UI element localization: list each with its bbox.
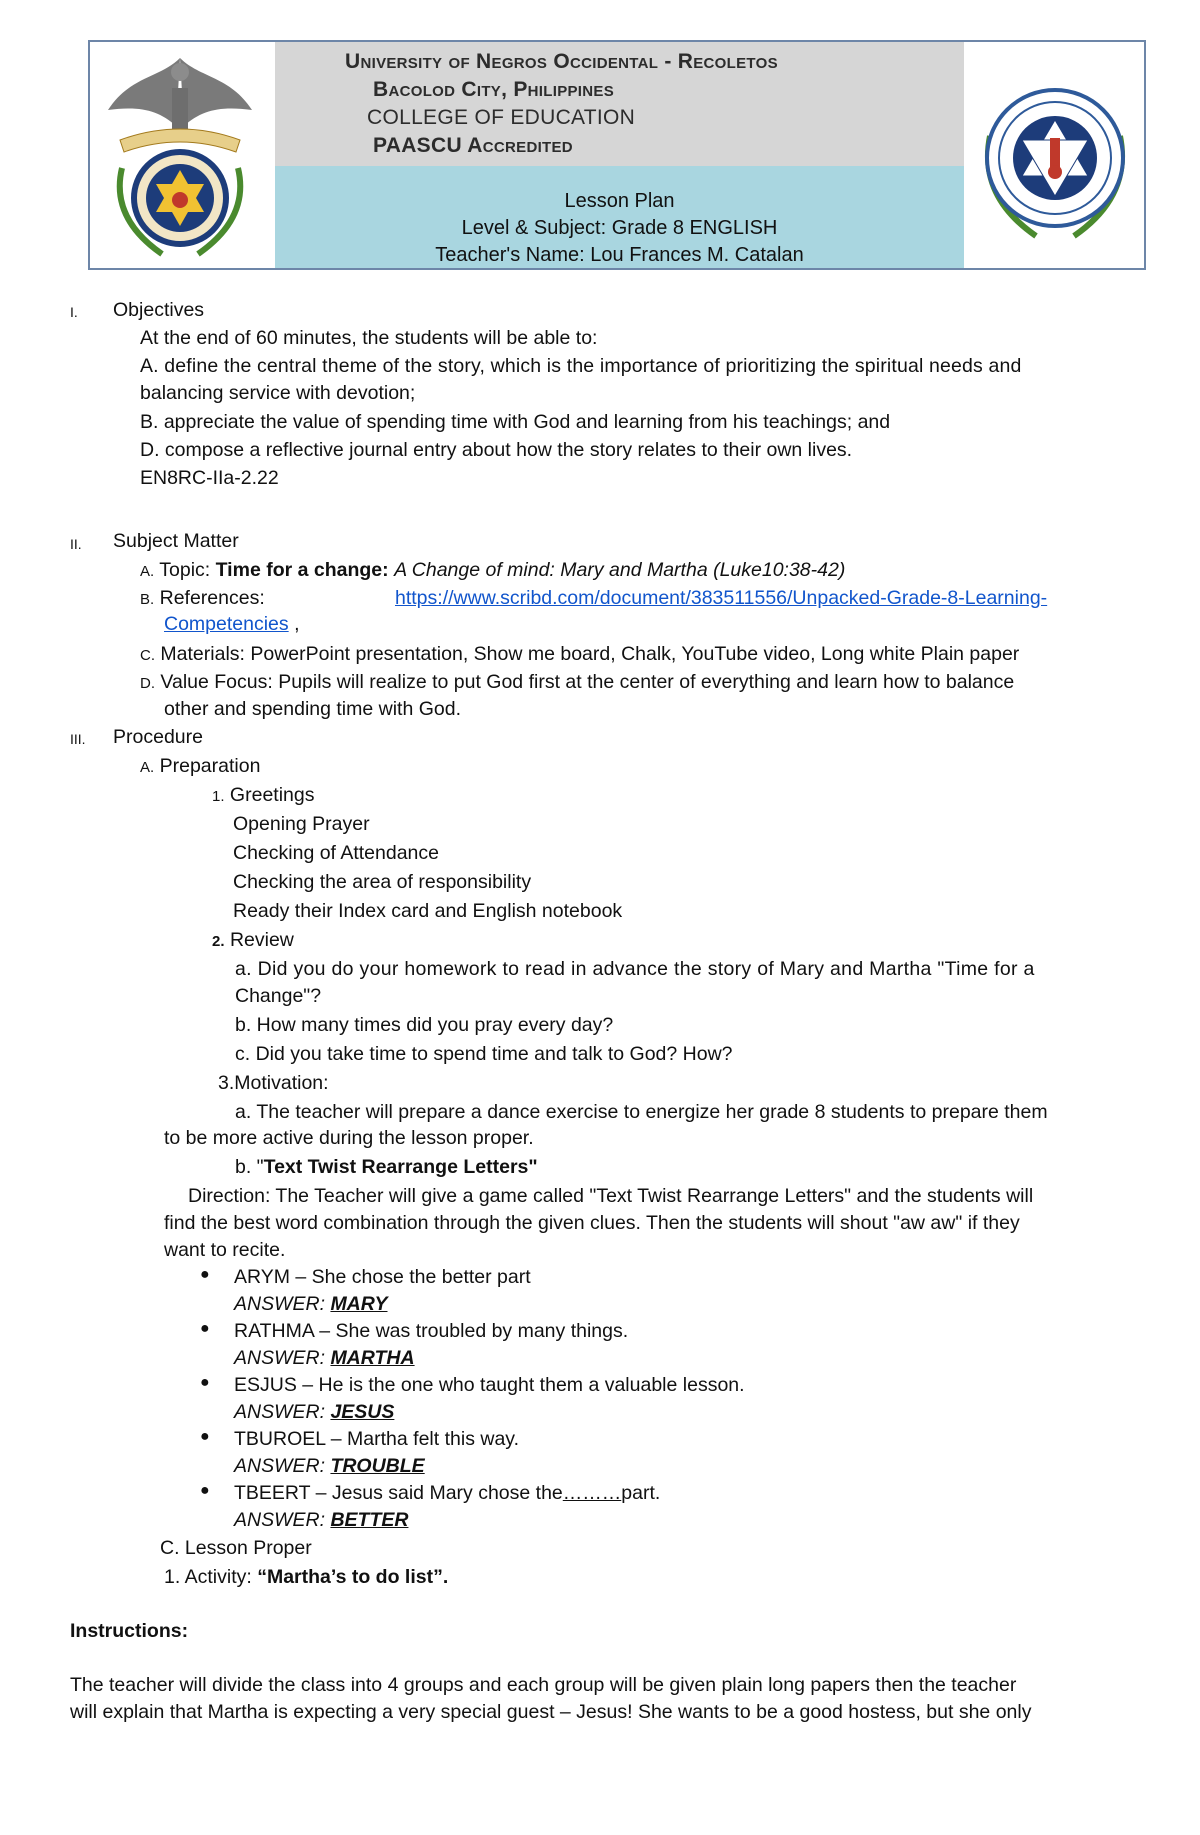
objective-a-line2: balancing service with devotion;	[140, 382, 416, 404]
clue-answer	[234, 1292, 388, 1316]
clue-item: RATHMA – She was troubled by many things.	[234, 1320, 629, 1342]
objective-b: B. appreciate the value of spending time with God and learning from his teachings; and	[140, 411, 891, 433]
direction-line3: want to recite.	[164, 1239, 286, 1261]
direction-line1: Direction: The Teacher will give a game called "Text Twist Rearrange Letters" and the students will	[188, 1185, 1034, 1207]
college-name: COLLEGE OF EDUCATION	[367, 106, 636, 129]
subject-matter-heading: Subject Matter	[113, 530, 239, 552]
motivation-b-prefix: b. "	[235, 1156, 264, 1178]
topic-title: Time for a change:	[215, 559, 395, 581]
answer-label: ANSWER:	[234, 1509, 331, 1531]
answer-label: ANSWER:	[234, 1293, 331, 1315]
references-letter: B.	[140, 591, 155, 608]
direction-line2: find the best word combination through the given clues. Then the students will shout "aw aw" if they	[164, 1212, 1020, 1234]
instructions-line2: will explain that Martha is expecting a very special guest – Jesus! She wants to be a good hostess, but she only	[70, 1701, 1032, 1723]
section-numeral-1: I.	[70, 304, 78, 320]
answer-word: MARY	[330, 1293, 388, 1315]
college-of-education-seal-logo	[976, 76, 1134, 244]
plan-title: Lesson Plan	[564, 190, 675, 212]
accreditation: PAASCU Accredited	[373, 134, 573, 157]
answer-word: BETTER	[330, 1509, 409, 1531]
references-line	[140, 586, 265, 612]
answer-label: ANSWER:	[234, 1401, 331, 1423]
motivation-b-line	[235, 1155, 538, 1179]
last-clue-blank: ………	[562, 1482, 622, 1504]
review-label: Review	[229, 929, 294, 951]
answer-word: MARTHA	[330, 1347, 415, 1369]
lesson-proper-heading: C. Lesson Proper	[160, 1537, 312, 1559]
answer-label: ANSWER:	[234, 1455, 331, 1477]
review-question-a-line1: a. Did you do your homework to read in advance the story of Mary and Martha "Time for a	[235, 958, 1035, 980]
value-focus-text: Value Focus: Pupils will realize to put God first at the center of everything and learn how to balance	[160, 671, 1015, 693]
greetings-item: Ready their Index card and English notebook	[233, 900, 623, 922]
preparation-line	[140, 754, 260, 780]
bullet-icon: ●	[200, 1266, 210, 1283]
document-header	[88, 40, 1146, 270]
city-name: Bacolod City, Philippines	[373, 78, 615, 101]
instructions-line1: The teacher will divide the class into 4 groups and each group will be given plain long papers then the teacher	[70, 1674, 1017, 1696]
clue-item: ESJUS – He is the one who taught them a valuable lesson.	[234, 1374, 745, 1396]
review-number: 2.	[212, 933, 225, 950]
motivation-b-title: Text Twist Rearrange Letters"	[263, 1156, 538, 1178]
teacher-name: Teacher's Name: Lou Frances M. Catalan	[435, 244, 804, 266]
institution-title-block	[275, 42, 964, 166]
competency-code: EN8RC-IIa-2.22	[140, 467, 279, 489]
clue-item: ARYM – She chose the better part	[234, 1266, 531, 1288]
section-numeral-3: III.	[70, 731, 86, 747]
section-numeral-2: II.	[70, 536, 82, 552]
greetings-item: Checking the area of responsibility	[233, 871, 532, 893]
lesson-info-block	[275, 166, 964, 268]
review-question-c: c. Did you take time to spend time and talk to God? How?	[235, 1043, 733, 1065]
objectives-heading: Objectives	[113, 299, 205, 321]
activity-line	[164, 1565, 448, 1589]
bullet-icon: ●	[200, 1320, 210, 1337]
greetings-item: Checking of Attendance	[233, 842, 439, 864]
answer-word: TROUBLE	[330, 1455, 425, 1477]
objectives-intro: At the end of 60 minutes, the students will be able to:	[140, 327, 598, 349]
motivation-heading: 3.Motivation:	[218, 1072, 329, 1094]
review-line	[212, 928, 294, 954]
topic-line	[140, 558, 845, 584]
objective-d: D. compose a reflective journal entry about how the story relates to their own lives.	[140, 439, 853, 461]
level-subject: Level & Subject: Grade 8 ENGLISH	[461, 217, 778, 239]
preparation-label: Preparation	[159, 755, 261, 777]
materials-letter: C.	[140, 647, 155, 664]
activity-prefix: 1. Activity:	[164, 1566, 258, 1588]
clue-answer	[234, 1454, 425, 1478]
value-focus-letter: D.	[140, 675, 155, 692]
clue-answer	[234, 1346, 415, 1370]
procedure-heading: Procedure	[113, 726, 203, 748]
clue-answer	[234, 1508, 408, 1532]
references-link-part1[interactable]: https://www.scribd.com/document/383511556/Unpacked-Grade-8-Learning-	[395, 587, 1048, 609]
review-question-b: b. How many times did you pray every day?	[235, 1014, 614, 1036]
value-focus-line2: other and spending time with God.	[164, 698, 462, 720]
materials-line	[140, 642, 1019, 668]
topic-subtitle: A Change of mind: Mary and Martha (Luke10:38-42)	[394, 559, 846, 581]
topic-label: Topic:	[159, 559, 216, 581]
references-label: References:	[159, 587, 265, 609]
clue-item	[234, 1481, 660, 1505]
review-question-a-line2: Change"?	[235, 985, 322, 1007]
bullet-icon: ●	[200, 1482, 210, 1499]
motivation-a-line1: a. The teacher will prepare a dance exercise to energize her grade 8 students to prepare them	[235, 1101, 1048, 1123]
references-tail: ,	[288, 613, 300, 635]
clue-item: TBUROEL – Martha felt this way.	[234, 1428, 520, 1450]
topic-letter: A.	[140, 563, 155, 580]
last-clue-prefix: TBEERT – Jesus said Mary chose the	[234, 1482, 563, 1504]
clue-answer	[234, 1400, 394, 1424]
greetings-line	[212, 783, 314, 809]
answer-label: ANSWER:	[234, 1347, 331, 1369]
preparation-letter: A.	[140, 759, 155, 776]
bullet-icon: ●	[200, 1374, 210, 1391]
objective-a-line1: A. define the central theme of the story, which is the importance of prioritizing the spiritual needs and	[140, 355, 1022, 377]
university-name: University of Negros Occidental - Recoletos	[345, 50, 778, 73]
university-eagle-seal-logo	[100, 48, 260, 266]
references-link-part2[interactable]: Competencies	[164, 613, 289, 635]
references-link-line2	[164, 612, 300, 636]
last-clue-suffix: part.	[621, 1482, 661, 1504]
answer-word: JESUS	[330, 1401, 395, 1423]
greetings-number: 1.	[212, 788, 225, 805]
bullet-icon: ●	[200, 1428, 210, 1445]
activity-title: “Martha’s to do list”.	[257, 1566, 449, 1588]
greetings-item: Opening Prayer	[233, 813, 370, 835]
motivation-a-line2: to be more active during the lesson proper.	[164, 1127, 534, 1149]
value-focus-line1	[140, 670, 1014, 696]
greetings-label: Greetings	[224, 784, 315, 806]
materials-text: Materials: PowerPoint presentation, Show me board, Chalk, YouTube video, Long white Plain paper	[160, 643, 1020, 665]
instructions-heading: Instructions:	[70, 1620, 189, 1642]
